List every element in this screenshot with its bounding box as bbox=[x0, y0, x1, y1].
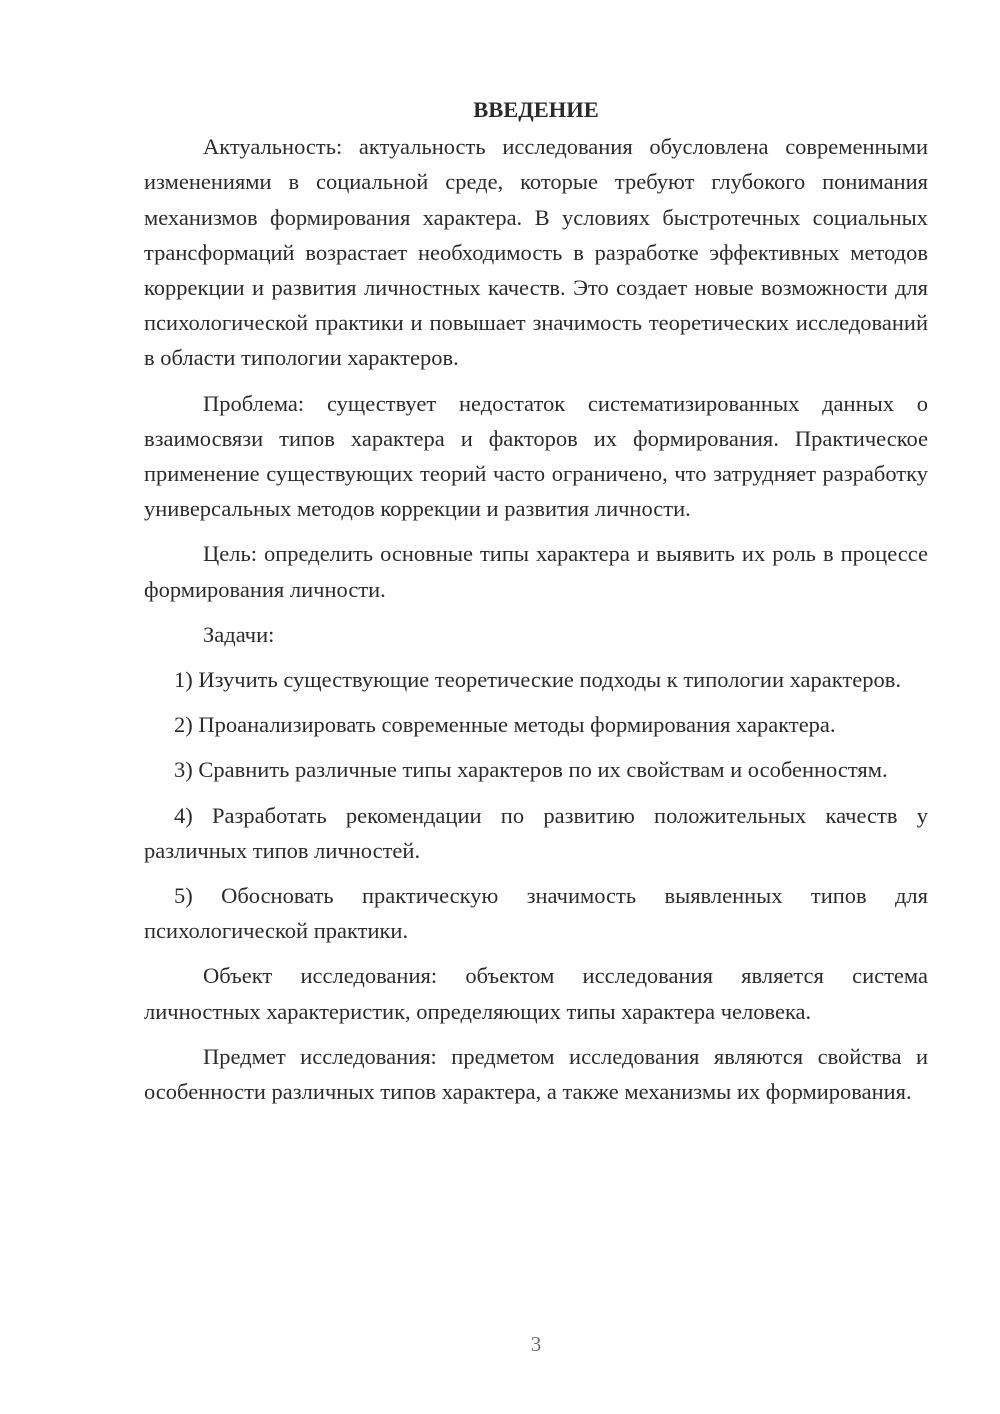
task-item-2: 2) Проанализировать современные методы формирования характера. bbox=[174, 712, 836, 738]
task-item-5: 5) Обосновать практическую значимость выявленных типов для психологической практики. bbox=[144, 883, 928, 944]
tasks-heading: Задачи: bbox=[203, 621, 275, 647]
page-content bbox=[144, 92, 928, 1119]
task-item-4: 4) Разработать рекомендации по развитию положительных качеств у различных типов личностей. bbox=[144, 802, 928, 863]
paragraph-goal: Цель: определить основные типы характера и выявить их роль в процессе формирования личности. bbox=[144, 541, 928, 602]
paragraph-relevance: Актуальность: актуальность исследования обусловлена современными изменениями в социальной среде, которые требуют глубокого понимания механизмов формирования характера. В условиях быстротечных социальных трансформаций возрастает необходимость в разработке эффективных методов коррекции и развития личностных качеств. Это создает новые возможности для психологической практики и повышает значимость теоретических исследований в области типологии характеров. bbox=[144, 134, 928, 371]
task-item-3: 3) Сравнить различные типы характеров по их свойствам и особенностям. bbox=[174, 757, 888, 783]
page-number: 3 bbox=[530, 1332, 542, 1356]
paragraph-problem: Проблема: существует недостаток систематизированных данных о взаимосвязи типов характера и факторов их формирования. Практическое применение существующих теорий часто ограничено, что затрудняет разработку универсальных методов коррекции и развития личности. bbox=[144, 390, 928, 522]
section-title: ВВЕДЕНИЕ bbox=[473, 97, 599, 122]
task-item-1: 1) Изучить существующие теоретические подходы к типологии характеров. bbox=[174, 667, 901, 693]
paragraph-object: Объект исследования: объектом исследования является система личностных характеристик, определяющих типы характера человека. bbox=[144, 963, 928, 1024]
paragraph-subject: Предмет исследования: предметом исследования являются свойства и особенности различных типов характера, а также механизмы их формирования. bbox=[144, 1043, 928, 1105]
